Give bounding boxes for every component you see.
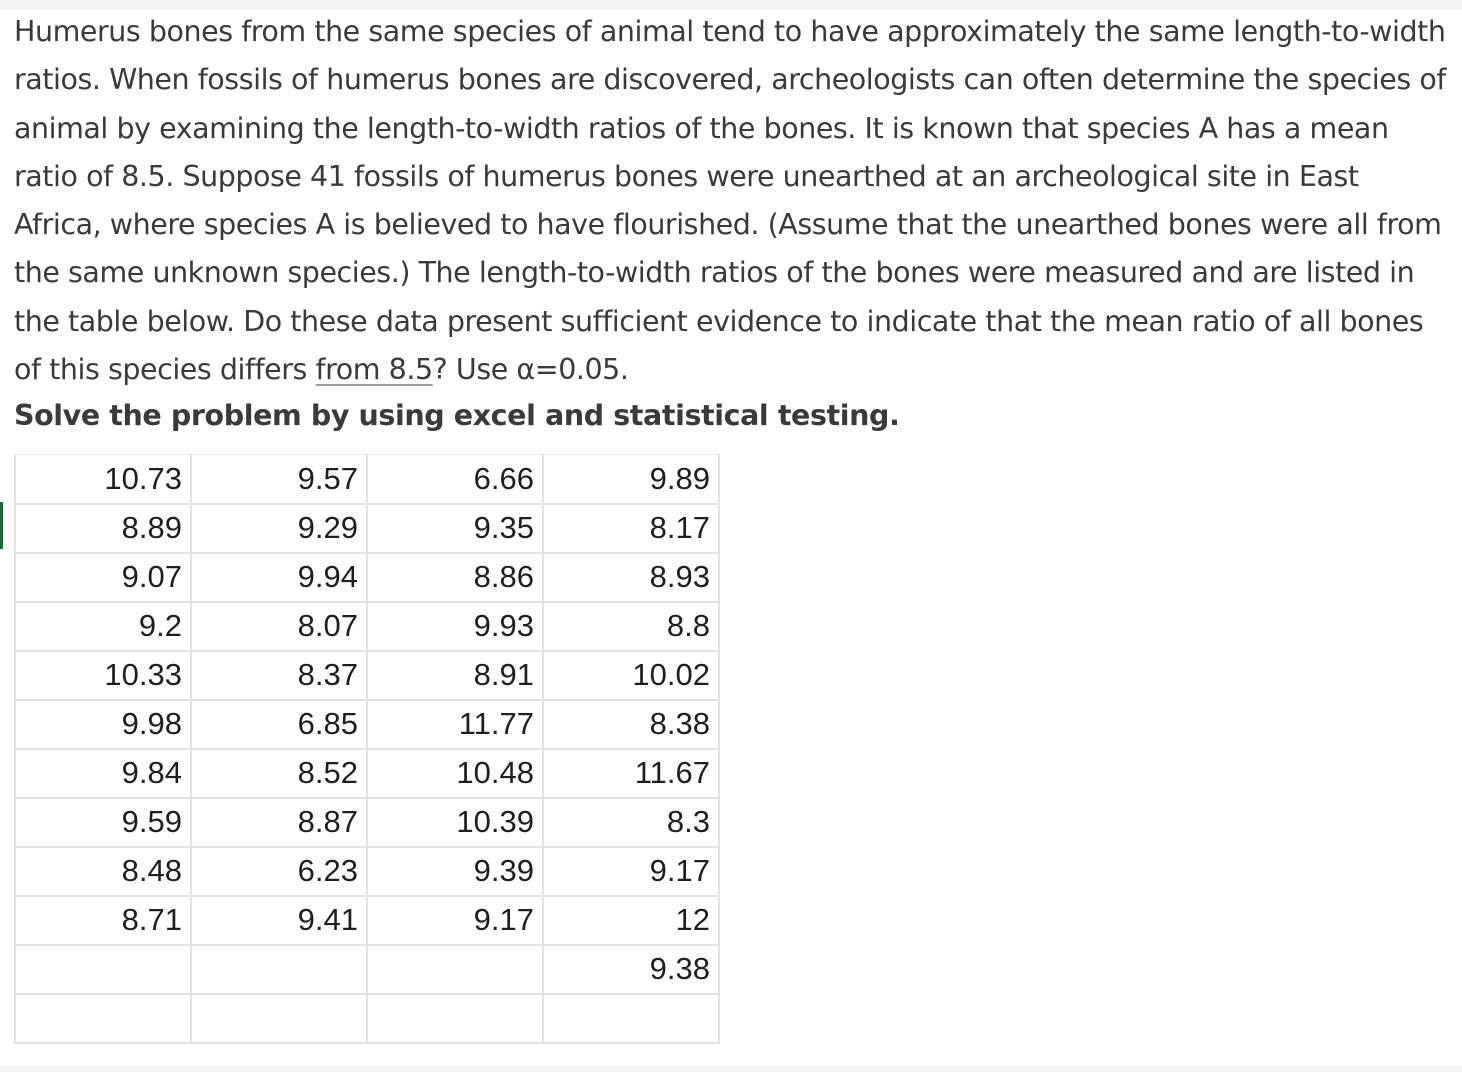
table-cell[interactable]: 10.02 xyxy=(543,651,719,700)
table-row xyxy=(15,749,719,798)
table-cell[interactable]: 8.87 xyxy=(191,798,367,847)
table-cell[interactable]: 8.8 xyxy=(543,602,719,651)
table-cell[interactable]: 8.71 xyxy=(15,896,191,945)
table-cell[interactable]: 8.17 xyxy=(543,504,719,553)
table-cell[interactable]: 9.17 xyxy=(367,896,543,945)
table-cell[interactable]: 8.48 xyxy=(15,847,191,896)
problem-significance-level: ? Use α=0.05. xyxy=(432,353,629,387)
table-cell[interactable]: 8.52 xyxy=(191,749,367,798)
table-row xyxy=(15,553,719,602)
table-cell[interactable]: 8.07 xyxy=(191,602,367,651)
table-row xyxy=(15,896,719,945)
table-row xyxy=(15,651,719,700)
table-cell[interactable]: 9.93 xyxy=(367,602,543,651)
table-row xyxy=(15,847,719,896)
table-cell[interactable] xyxy=(15,994,191,1043)
data-grid xyxy=(14,454,720,1044)
table-cell[interactable] xyxy=(367,945,543,994)
problem-body: Humerus bones from the same species of animal tend to have approximately the same length-to-width ratios. When fossils of humerus bones are discovered, archeologists can often determine the species of animal by examining the length-to-width ratios of the bones. It is known that species A has a mean ratio of 8.5. Suppose 41 fossils of humerus bones were unearthed at an archeological site in East Africa, where species A is believed to have flourished. (Assume that the unearthed bones were all from the same unknown species.) The length-to-width ratios of the bones were measured and are listed in the table below. Do these data present sufficient evidence to indicate that the mean ratio of all bones of this species differs xyxy=(14,15,1446,387)
table-cell[interactable]: 9.59 xyxy=(15,798,191,847)
table-cell[interactable]: 9.29 xyxy=(191,504,367,553)
table-cell[interactable]: 9.98 xyxy=(15,700,191,749)
table-cell[interactable]: 9.35 xyxy=(367,504,543,553)
table-cell[interactable]: 10.33 xyxy=(15,651,191,700)
table-row xyxy=(15,945,719,994)
table-cell[interactable]: 8.38 xyxy=(543,700,719,749)
table-cell[interactable] xyxy=(543,994,719,1043)
table-cell[interactable]: 12 xyxy=(543,896,719,945)
table-cell[interactable]: 9.89 xyxy=(543,455,719,504)
table-cell[interactable]: 9.07 xyxy=(15,553,191,602)
table-cell[interactable]: 6.85 xyxy=(191,700,367,749)
table-cell[interactable]: 6.66 xyxy=(367,455,543,504)
table-row xyxy=(15,455,719,504)
table-cell[interactable]: 9.2 xyxy=(15,602,191,651)
underlined-reference[interactable]: from 8.5 xyxy=(315,353,433,387)
table-cell[interactable]: 6.23 xyxy=(191,847,367,896)
table-cell[interactable]: 8.3 xyxy=(543,798,719,847)
table-row xyxy=(15,994,719,1043)
table-cell[interactable]: 11.77 xyxy=(367,700,543,749)
table-cell[interactable]: 9.84 xyxy=(15,749,191,798)
table-cell[interactable]: 10.48 xyxy=(367,749,543,798)
bottom-strip xyxy=(0,1066,1462,1072)
table-row xyxy=(15,602,719,651)
table-cell[interactable]: 8.93 xyxy=(543,553,719,602)
table-cell[interactable]: 9.38 xyxy=(543,945,719,994)
table-cell[interactable]: 11.67 xyxy=(543,749,719,798)
table-cell[interactable] xyxy=(367,994,543,1043)
table-cell[interactable]: 9.94 xyxy=(191,553,367,602)
instruction-text: Solve the problem by using excel and statistical testing. xyxy=(14,399,900,432)
table-cell[interactable]: 9.17 xyxy=(543,847,719,896)
table-cell[interactable]: 9.57 xyxy=(191,455,367,504)
table-cell[interactable]: 8.89 xyxy=(15,504,191,553)
table-row xyxy=(15,700,719,749)
table-cell[interactable]: 8.86 xyxy=(367,553,543,602)
table-cell[interactable]: 8.91 xyxy=(367,651,543,700)
problem-text xyxy=(14,8,1454,394)
table-row xyxy=(15,504,719,553)
table-cell[interactable]: 10.39 xyxy=(367,798,543,847)
table-cell[interactable] xyxy=(191,994,367,1043)
table-cell[interactable]: 9.39 xyxy=(367,847,543,896)
table-cell[interactable] xyxy=(191,945,367,994)
active-cell-indicator xyxy=(0,502,3,549)
table-cell[interactable]: 8.37 xyxy=(191,651,367,700)
spreadsheet-table xyxy=(14,454,720,1056)
table-cell[interactable] xyxy=(15,945,191,994)
table-cell[interactable]: 9.41 xyxy=(191,896,367,945)
table-row xyxy=(15,798,719,847)
table-cell[interactable]: 10.73 xyxy=(15,455,191,504)
